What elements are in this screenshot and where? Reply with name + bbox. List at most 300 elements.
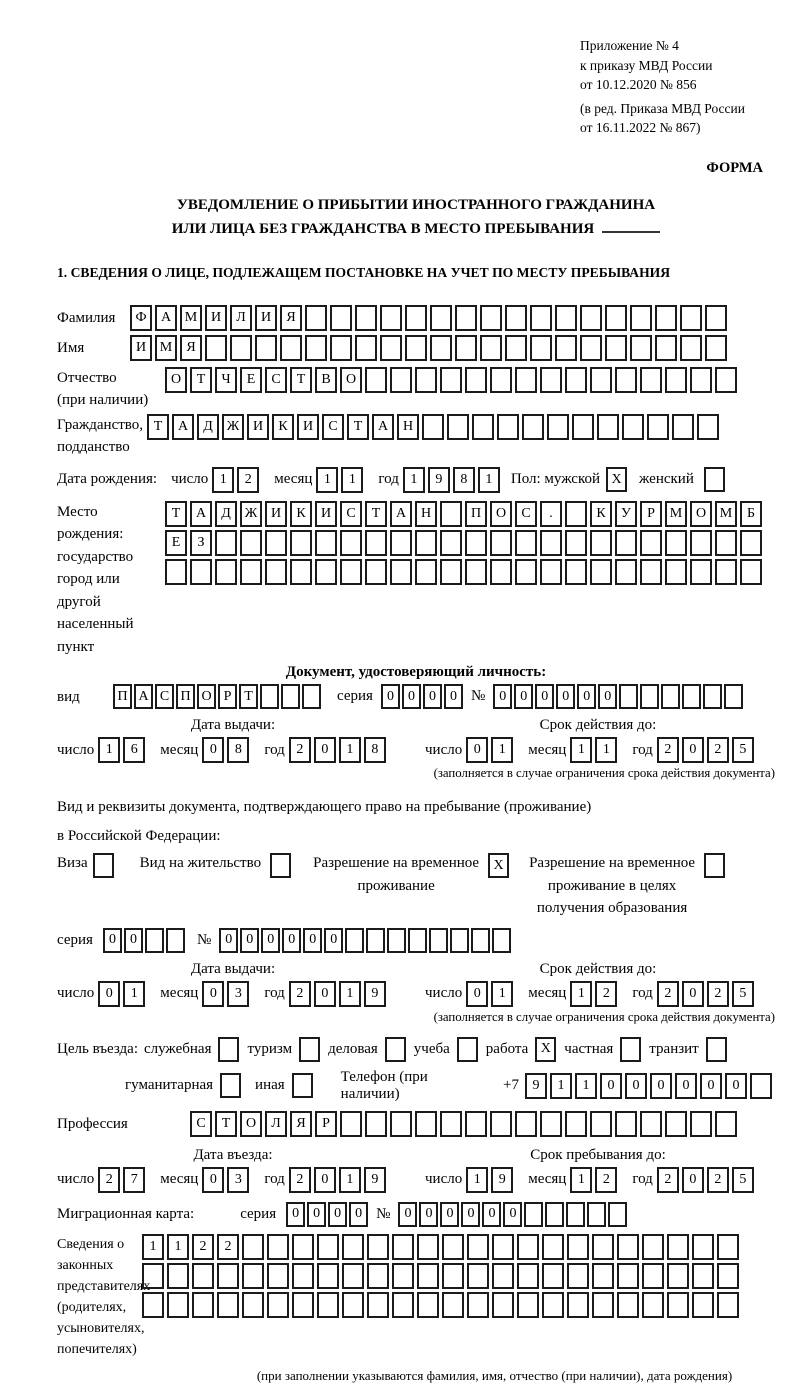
char-cell[interactable] (667, 1234, 689, 1260)
char-cell[interactable]: 5 (732, 981, 754, 1007)
char-cell[interactable] (640, 530, 662, 556)
char-cell[interactable] (690, 559, 712, 585)
char-cell[interactable] (680, 305, 702, 331)
char-cell[interactable]: 0 (535, 684, 554, 709)
char-cell[interactable] (640, 559, 662, 585)
char-cell[interactable] (515, 559, 537, 585)
char-cell[interactable] (565, 1111, 587, 1137)
purpose-private-checkbox[interactable] (620, 1037, 641, 1062)
char-cell[interactable]: 1 (478, 467, 500, 493)
char-cell[interactable] (467, 1263, 489, 1289)
char-cell[interactable] (340, 530, 362, 556)
char-cell[interactable] (240, 530, 262, 556)
char-cell[interactable] (217, 1263, 239, 1289)
char-cell[interactable] (567, 1263, 589, 1289)
char-cell[interactable] (580, 305, 602, 331)
char-cell[interactable]: 0 (682, 1167, 704, 1193)
char-cell[interactable]: 1 (341, 467, 363, 493)
char-cell[interactable] (715, 530, 737, 556)
char-cell[interactable]: 0 (402, 684, 421, 709)
char-cell[interactable]: С (190, 1111, 212, 1137)
char-cell[interactable]: 0 (124, 928, 143, 953)
char-cell[interactable] (497, 414, 519, 440)
char-cell[interactable] (555, 305, 577, 331)
char-cell[interactable] (682, 684, 701, 709)
char-cell[interactable]: И (297, 414, 319, 440)
char-cell[interactable] (655, 335, 677, 361)
char-cell[interactable] (390, 367, 412, 393)
char-cell[interactable] (142, 1292, 164, 1318)
char-cell[interactable] (166, 928, 185, 953)
char-cell[interactable]: 0 (493, 684, 512, 709)
char-cell[interactable]: 0 (577, 684, 596, 709)
char-cell[interactable] (567, 1292, 589, 1318)
char-cell[interactable] (492, 1234, 514, 1260)
char-cell[interactable] (592, 1234, 614, 1260)
char-cell[interactable] (429, 928, 448, 953)
char-cell[interactable]: 1 (575, 1073, 597, 1099)
char-cell[interactable] (365, 367, 387, 393)
char-cell[interactable]: П (176, 684, 195, 709)
char-cell[interactable] (740, 559, 762, 585)
char-cell[interactable] (430, 305, 452, 331)
sex-male-checkbox[interactable]: X (606, 467, 627, 492)
char-cell[interactable] (524, 1202, 543, 1227)
char-cell[interactable] (717, 1292, 739, 1318)
char-cell[interactable] (455, 335, 477, 361)
char-cell[interactable] (417, 1263, 439, 1289)
char-cell[interactable]: Т (165, 501, 187, 527)
char-cell[interactable] (417, 1292, 439, 1318)
char-cell[interactable] (690, 1111, 712, 1137)
char-cell[interactable] (442, 1263, 464, 1289)
char-cell[interactable]: 2 (707, 1167, 729, 1193)
char-cell[interactable]: К (290, 501, 312, 527)
char-cell[interactable] (530, 335, 552, 361)
char-cell[interactable]: С (322, 414, 344, 440)
char-cell[interactable] (617, 1234, 639, 1260)
char-cell[interactable] (390, 1111, 412, 1137)
char-cell[interactable] (365, 1111, 387, 1137)
purpose-commercial-checkbox[interactable] (385, 1037, 406, 1062)
char-cell[interactable]: 2 (98, 1167, 120, 1193)
char-cell[interactable]: К (272, 414, 294, 440)
char-cell[interactable]: 9 (491, 1167, 513, 1193)
char-cell[interactable]: 1 (316, 467, 338, 493)
char-cell[interactable] (440, 501, 462, 527)
char-cell[interactable]: О (197, 684, 216, 709)
char-cell[interactable] (490, 530, 512, 556)
char-cell[interactable]: О (240, 1111, 262, 1137)
char-cell[interactable]: Т (147, 414, 169, 440)
purpose-study-checkbox[interactable] (457, 1037, 478, 1062)
char-cell[interactable]: Ф (130, 305, 152, 331)
char-cell[interactable] (190, 559, 212, 585)
char-cell[interactable]: О (490, 501, 512, 527)
char-cell[interactable] (255, 335, 277, 361)
char-cell[interactable] (705, 305, 727, 331)
char-cell[interactable] (692, 1234, 714, 1260)
char-cell[interactable] (572, 414, 594, 440)
char-cell[interactable]: 0 (440, 1202, 459, 1227)
char-cell[interactable]: Н (415, 501, 437, 527)
char-cell[interactable] (715, 367, 737, 393)
char-cell[interactable] (492, 1263, 514, 1289)
char-cell[interactable]: 0 (282, 928, 301, 953)
char-cell[interactable] (430, 335, 452, 361)
char-cell[interactable]: 1 (570, 1167, 592, 1193)
char-cell[interactable] (740, 530, 762, 556)
char-cell[interactable] (465, 1111, 487, 1137)
char-cell[interactable] (542, 1292, 564, 1318)
char-cell[interactable]: С (265, 367, 287, 393)
char-cell[interactable] (305, 305, 327, 331)
char-cell[interactable]: 0 (202, 1167, 224, 1193)
char-cell[interactable] (622, 414, 644, 440)
char-cell[interactable]: 1 (403, 467, 425, 493)
char-cell[interactable]: 1 (491, 737, 513, 763)
char-cell[interactable] (315, 559, 337, 585)
char-cell[interactable] (440, 559, 462, 585)
char-cell[interactable] (680, 335, 702, 361)
char-cell[interactable] (260, 684, 279, 709)
char-cell[interactable] (517, 1292, 539, 1318)
char-cell[interactable] (661, 684, 680, 709)
char-cell[interactable]: 0 (556, 684, 575, 709)
char-cell[interactable]: 1 (142, 1234, 164, 1260)
char-cell[interactable]: Т (239, 684, 258, 709)
char-cell[interactable] (302, 684, 321, 709)
char-cell[interactable]: И (265, 501, 287, 527)
char-cell[interactable] (547, 414, 569, 440)
char-cell[interactable]: М (665, 501, 687, 527)
char-cell[interactable]: 0 (398, 1202, 417, 1227)
char-cell[interactable]: 0 (419, 1202, 438, 1227)
char-cell[interactable] (665, 367, 687, 393)
char-cell[interactable]: А (190, 501, 212, 527)
char-cell[interactable] (405, 305, 427, 331)
char-cell[interactable]: О (165, 367, 187, 393)
char-cell[interactable] (655, 305, 677, 331)
char-cell[interactable] (415, 559, 437, 585)
option-temp-residence-checkbox[interactable]: X (488, 853, 509, 878)
char-cell[interactable] (540, 530, 562, 556)
char-cell[interactable] (590, 530, 612, 556)
char-cell[interactable] (692, 1263, 714, 1289)
char-cell[interactable]: А (390, 501, 412, 527)
char-cell[interactable]: Ч (215, 367, 237, 393)
char-cell[interactable]: Я (180, 335, 202, 361)
char-cell[interactable]: М (180, 305, 202, 331)
char-cell[interactable]: А (172, 414, 194, 440)
char-cell[interactable]: 2 (192, 1234, 214, 1260)
char-cell[interactable] (717, 1263, 739, 1289)
char-cell[interactable] (267, 1263, 289, 1289)
char-cell[interactable]: 0 (349, 1202, 368, 1227)
char-cell[interactable]: 8 (364, 737, 386, 763)
char-cell[interactable]: 1 (570, 737, 592, 763)
char-cell[interactable] (605, 305, 627, 331)
char-cell[interactable]: 2 (237, 467, 259, 493)
char-cell[interactable] (672, 414, 694, 440)
char-cell[interactable] (230, 335, 252, 361)
char-cell[interactable]: Л (265, 1111, 287, 1137)
char-cell[interactable] (642, 1234, 664, 1260)
char-cell[interactable]: . (540, 501, 562, 527)
char-cell[interactable] (542, 1263, 564, 1289)
char-cell[interactable]: 2 (707, 981, 729, 1007)
char-cell[interactable] (167, 1263, 189, 1289)
char-cell[interactable] (290, 530, 312, 556)
sex-female-checkbox[interactable] (704, 467, 725, 492)
char-cell[interactable]: 3 (227, 1167, 249, 1193)
char-cell[interactable]: 0 (314, 737, 336, 763)
char-cell[interactable] (615, 530, 637, 556)
char-cell[interactable] (471, 928, 490, 953)
char-cell[interactable]: 0 (600, 1073, 622, 1099)
char-cell[interactable] (592, 1292, 614, 1318)
char-cell[interactable] (530, 305, 552, 331)
char-cell[interactable]: У (615, 501, 637, 527)
char-cell[interactable] (450, 928, 469, 953)
char-cell[interactable] (642, 1263, 664, 1289)
char-cell[interactable]: Т (347, 414, 369, 440)
char-cell[interactable] (242, 1292, 264, 1318)
char-cell[interactable]: 8 (227, 737, 249, 763)
char-cell[interactable] (292, 1292, 314, 1318)
char-cell[interactable] (447, 414, 469, 440)
char-cell[interactable] (365, 559, 387, 585)
char-cell[interactable] (292, 1263, 314, 1289)
char-cell[interactable] (367, 1263, 389, 1289)
char-cell[interactable] (265, 559, 287, 585)
char-cell[interactable]: 1 (123, 981, 145, 1007)
char-cell[interactable] (555, 335, 577, 361)
char-cell[interactable] (217, 1292, 239, 1318)
char-cell[interactable] (545, 1202, 564, 1227)
char-cell[interactable] (340, 559, 362, 585)
char-cell[interactable] (290, 559, 312, 585)
char-cell[interactable]: 0 (503, 1202, 522, 1227)
char-cell[interactable] (630, 305, 652, 331)
char-cell[interactable] (315, 530, 337, 556)
char-cell[interactable]: 5 (732, 1167, 754, 1193)
char-cell[interactable] (565, 530, 587, 556)
char-cell[interactable] (515, 367, 537, 393)
char-cell[interactable] (440, 530, 462, 556)
char-cell[interactable] (522, 414, 544, 440)
char-cell[interactable]: А (155, 305, 177, 331)
char-cell[interactable] (715, 1111, 737, 1137)
char-cell[interactable] (565, 367, 587, 393)
char-cell[interactable] (440, 1111, 462, 1137)
char-cell[interactable] (205, 335, 227, 361)
char-cell[interactable] (440, 367, 462, 393)
char-cell[interactable] (540, 367, 562, 393)
char-cell[interactable]: 2 (657, 981, 679, 1007)
char-cell[interactable] (667, 1263, 689, 1289)
char-cell[interactable]: 8 (453, 467, 475, 493)
char-cell[interactable]: 1 (339, 737, 361, 763)
char-cell[interactable] (415, 1111, 437, 1137)
char-cell[interactable] (690, 530, 712, 556)
char-cell[interactable]: З (190, 530, 212, 556)
char-cell[interactable] (515, 1111, 537, 1137)
char-cell[interactable] (167, 1292, 189, 1318)
char-cell[interactable]: И (247, 414, 269, 440)
char-cell[interactable]: 1 (595, 737, 617, 763)
char-cell[interactable] (467, 1292, 489, 1318)
char-cell[interactable] (267, 1234, 289, 1260)
char-cell[interactable]: 0 (625, 1073, 647, 1099)
char-cell[interactable]: 0 (314, 1167, 336, 1193)
char-cell[interactable] (566, 1202, 585, 1227)
char-cell[interactable]: П (465, 501, 487, 527)
char-cell[interactable] (490, 1111, 512, 1137)
char-cell[interactable]: 9 (364, 1167, 386, 1193)
char-cell[interactable] (630, 335, 652, 361)
char-cell[interactable] (267, 1292, 289, 1318)
char-cell[interactable] (240, 559, 262, 585)
char-cell[interactable]: 0 (240, 928, 259, 953)
char-cell[interactable]: В (315, 367, 337, 393)
char-cell[interactable] (565, 501, 587, 527)
char-cell[interactable] (587, 1202, 606, 1227)
char-cell[interactable]: 0 (650, 1073, 672, 1099)
char-cell[interactable]: Т (215, 1111, 237, 1137)
purpose-humanitarian-checkbox[interactable] (220, 1073, 241, 1098)
option-temp-residence-education-checkbox[interactable] (704, 853, 725, 878)
char-cell[interactable] (317, 1234, 339, 1260)
char-cell[interactable] (692, 1292, 714, 1318)
char-cell[interactable] (717, 1234, 739, 1260)
char-cell[interactable]: Ж (222, 414, 244, 440)
char-cell[interactable]: О (340, 367, 362, 393)
char-cell[interactable]: 2 (657, 1167, 679, 1193)
char-cell[interactable] (355, 305, 377, 331)
char-cell[interactable] (617, 1263, 639, 1289)
char-cell[interactable]: Д (197, 414, 219, 440)
char-cell[interactable] (265, 530, 287, 556)
char-cell[interactable] (340, 1111, 362, 1137)
char-cell[interactable] (380, 305, 402, 331)
char-cell[interactable] (415, 530, 437, 556)
char-cell[interactable]: И (255, 305, 277, 331)
char-cell[interactable] (542, 1234, 564, 1260)
char-cell[interactable] (387, 928, 406, 953)
char-cell[interactable]: И (130, 335, 152, 361)
char-cell[interactable]: 0 (261, 928, 280, 953)
char-cell[interactable]: Н (397, 414, 419, 440)
char-cell[interactable]: Р (640, 501, 662, 527)
purpose-transit-checkbox[interactable] (706, 1037, 727, 1062)
purpose-other-checkbox[interactable] (292, 1073, 313, 1098)
char-cell[interactable] (703, 684, 722, 709)
char-cell[interactable] (342, 1263, 364, 1289)
char-cell[interactable] (705, 335, 727, 361)
char-cell[interactable] (415, 367, 437, 393)
char-cell[interactable] (242, 1263, 264, 1289)
char-cell[interactable] (608, 1202, 627, 1227)
char-cell[interactable]: К (590, 501, 612, 527)
char-cell[interactable]: Е (165, 530, 187, 556)
char-cell[interactable] (367, 1292, 389, 1318)
char-cell[interactable]: 1 (339, 1167, 361, 1193)
char-cell[interactable]: 0 (675, 1073, 697, 1099)
char-cell[interactable] (565, 559, 587, 585)
char-cell[interactable] (697, 414, 719, 440)
char-cell[interactable] (642, 1292, 664, 1318)
char-cell[interactable]: 0 (202, 737, 224, 763)
char-cell[interactable]: 0 (466, 737, 488, 763)
char-cell[interactable] (342, 1292, 364, 1318)
char-cell[interactable]: Л (230, 305, 252, 331)
char-cell[interactable]: Я (280, 305, 302, 331)
char-cell[interactable]: 2 (289, 1167, 311, 1193)
char-cell[interactable]: 0 (286, 1202, 305, 1227)
char-cell[interactable]: 2 (289, 737, 311, 763)
char-cell[interactable]: Р (218, 684, 237, 709)
char-cell[interactable]: 0 (461, 1202, 480, 1227)
char-cell[interactable] (467, 1234, 489, 1260)
char-cell[interactable] (380, 335, 402, 361)
char-cell[interactable] (280, 335, 302, 361)
purpose-tourism-checkbox[interactable] (299, 1037, 320, 1062)
char-cell[interactable] (640, 367, 662, 393)
char-cell[interactable]: Т (290, 367, 312, 393)
char-cell[interactable] (292, 1234, 314, 1260)
char-cell[interactable] (592, 1263, 614, 1289)
char-cell[interactable] (408, 928, 427, 953)
char-cell[interactable]: 0 (725, 1073, 747, 1099)
char-cell[interactable]: И (205, 305, 227, 331)
char-cell[interactable] (192, 1292, 214, 1318)
char-cell[interactable]: 0 (219, 928, 238, 953)
char-cell[interactable] (366, 928, 385, 953)
char-cell[interactable] (690, 367, 712, 393)
char-cell[interactable] (215, 530, 237, 556)
char-cell[interactable]: 0 (444, 684, 463, 709)
char-cell[interactable] (392, 1263, 414, 1289)
char-cell[interactable]: 0 (700, 1073, 722, 1099)
char-cell[interactable]: 6 (123, 737, 145, 763)
char-cell[interactable]: Я (290, 1111, 312, 1137)
char-cell[interactable] (665, 530, 687, 556)
char-cell[interactable]: 1 (550, 1073, 572, 1099)
char-cell[interactable] (540, 559, 562, 585)
char-cell[interactable]: 7 (123, 1167, 145, 1193)
char-cell[interactable]: 0 (328, 1202, 347, 1227)
char-cell[interactable] (242, 1234, 264, 1260)
purpose-business-checkbox[interactable] (218, 1037, 239, 1062)
char-cell[interactable] (490, 559, 512, 585)
char-cell[interactable] (605, 335, 627, 361)
char-cell[interactable]: 0 (514, 684, 533, 709)
char-cell[interactable] (390, 530, 412, 556)
char-cell[interactable]: 0 (381, 684, 400, 709)
char-cell[interactable]: Е (240, 367, 262, 393)
char-cell[interactable] (215, 559, 237, 585)
char-cell[interactable]: Д (215, 501, 237, 527)
char-cell[interactable]: 2 (707, 737, 729, 763)
char-cell[interactable]: 2 (657, 737, 679, 763)
char-cell[interactable]: А (134, 684, 153, 709)
char-cell[interactable] (665, 1111, 687, 1137)
char-cell[interactable]: 1 (98, 737, 120, 763)
char-cell[interactable] (505, 305, 527, 331)
char-cell[interactable] (365, 530, 387, 556)
char-cell[interactable] (145, 928, 164, 953)
